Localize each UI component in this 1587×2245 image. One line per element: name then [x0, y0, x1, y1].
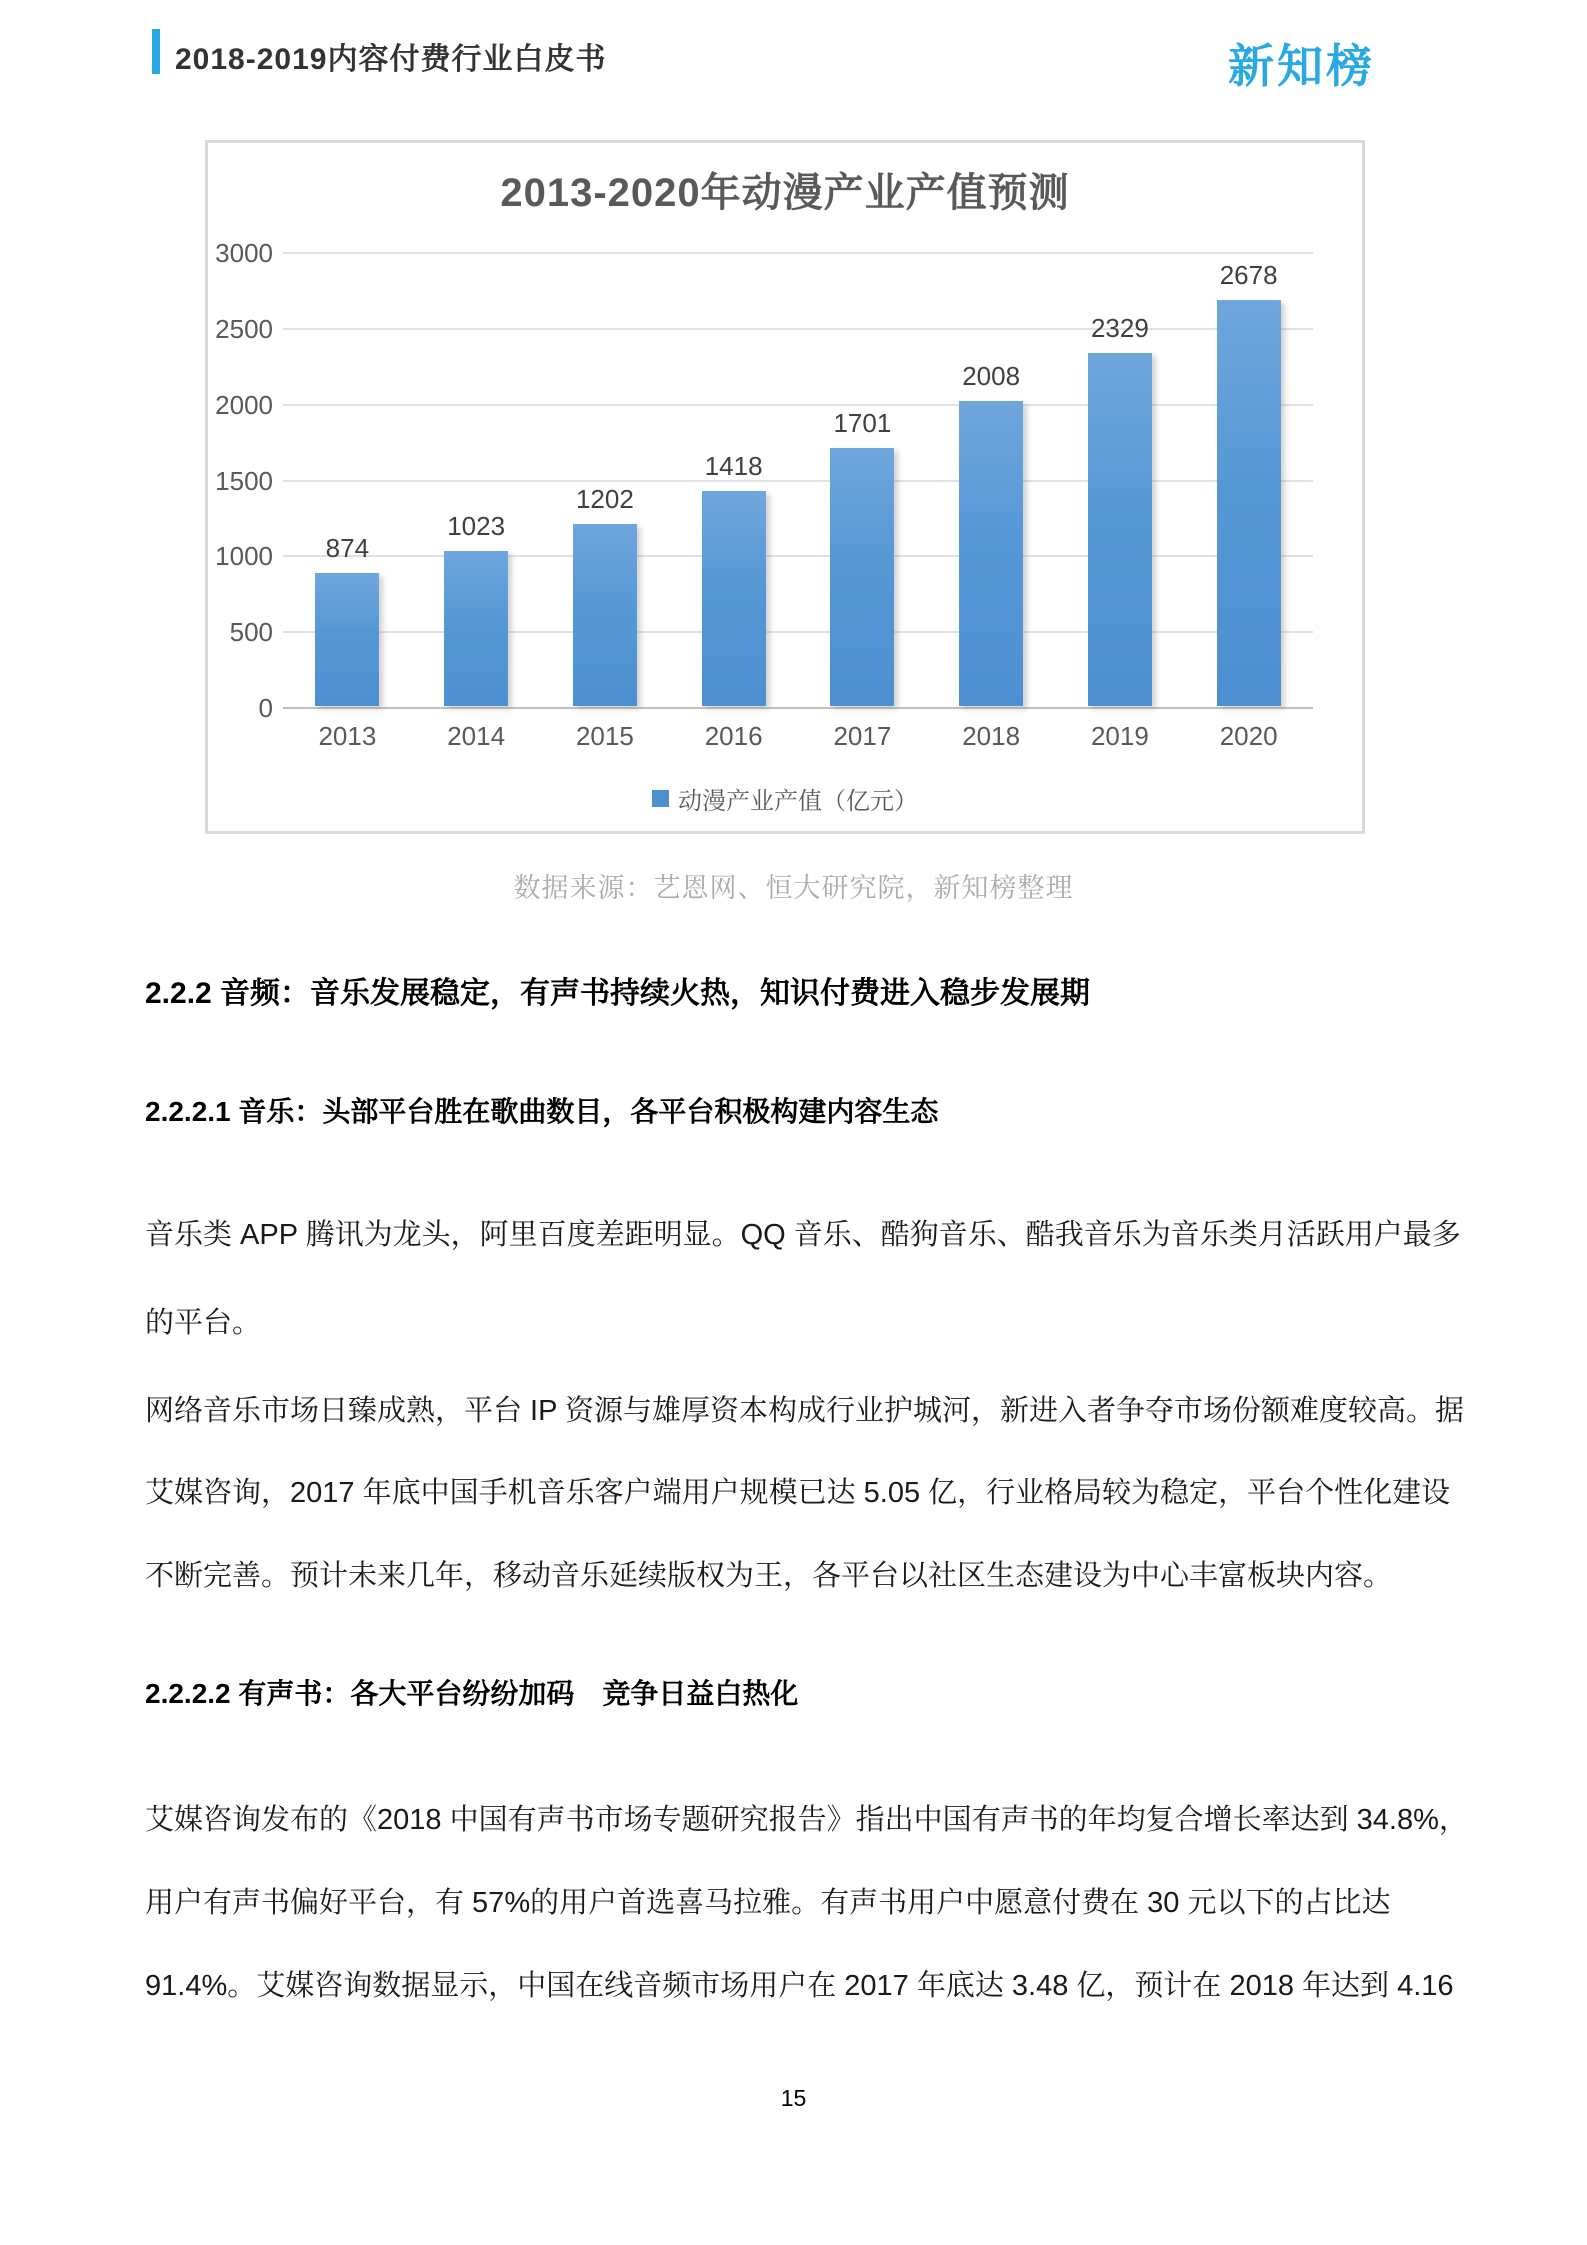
- legend-swatch-icon: [652, 790, 669, 807]
- bar-value-label: 1418: [704, 450, 763, 481]
- x-axis-label: 2020: [1219, 721, 1278, 751]
- bar-value-label: 1023: [447, 510, 506, 541]
- chart-bar: [959, 401, 1023, 706]
- paragraph-line: 艾媒咨询，2017 年底中国手机音乐客户端用户规模已达 5.05 亿，行业格局较为稳定，平台个性化建设: [145, 1477, 1451, 1509]
- section-heading-2221: 2.2.2.1 音乐：头部平台胜在歌曲数目，各平台积极构建内容生态: [145, 1096, 939, 1127]
- chart-bar: [444, 551, 508, 706]
- chart-bar: [1217, 300, 1281, 706]
- paragraph-line: 网络音乐市场日臻成熟，平台 IP 资源与雄厚资本构成行业护城河，新进入者争夺市场份额难度较高。据: [145, 1395, 1464, 1427]
- gridline: [283, 555, 1313, 557]
- gridline: [283, 404, 1313, 406]
- y-axis-label: 500: [229, 617, 273, 648]
- y-axis-label: 2500: [215, 313, 273, 344]
- bar-value-label: 2008: [962, 361, 1021, 392]
- y-axis-label: 3000: [215, 238, 273, 268]
- x-axis-label: 2017: [833, 721, 892, 751]
- legend-label: 动漫产业产值（亿元）: [678, 788, 918, 815]
- gridline: [283, 252, 1313, 254]
- header-accent-bar: [152, 29, 160, 74]
- x-axis-label: 2013: [318, 721, 377, 751]
- chart-title: 2013-2020年动漫产业产值预测: [500, 171, 1070, 215]
- x-axis-label: 2018: [962, 721, 1021, 751]
- chart-bar: [573, 524, 637, 706]
- chart-bar: [702, 491, 766, 706]
- x-axis-label: 2019: [1090, 721, 1149, 751]
- y-axis-label: 0: [258, 693, 273, 723]
- x-axis-label: 2015: [575, 721, 634, 751]
- paragraph-line: 艾媒咨询发布的《2018 中国有声书市场专题研究报告》指出中国有声书的年均复合增长率达到 34.8%，: [145, 1804, 1468, 1836]
- bar-value-label: 1701: [833, 408, 892, 438]
- bar-value-label: 874: [325, 533, 370, 564]
- page-number: 15: [780, 2085, 807, 2111]
- x-axis-label: 2016: [704, 721, 763, 751]
- brand-logo: 新知榜: [1228, 40, 1375, 92]
- data-source-note: 数据来源：艺恩网、恒大研究院，新知榜整理: [513, 873, 1074, 903]
- paragraph-line: 91.4%。艾媒咨询数据显示，中国在线音频市场用户在 2017 年底达 3.48 亿，预计在 2018 年达到 4.16: [145, 1970, 1454, 2002]
- section-heading-222: 2.2.2 音频：音乐发展稳定，有声书持续火热，知识付费进入稳步发展期: [145, 977, 1091, 1010]
- y-axis-label: 1500: [215, 465, 273, 496]
- bar-value-label: 1202: [575, 483, 634, 514]
- section-heading-2222: 2.2.2.2 有声书：各大平台纷纷加码 竞争日益白热化: [145, 1678, 799, 1709]
- y-axis-label: 1000: [215, 541, 273, 572]
- gridline: [283, 707, 1313, 709]
- paragraph-line: 用户有声书偏好平台，有 57%的用户首选喜马拉雅。有声书用户中愿意付费在 30 元以下的占比达: [145, 1887, 1391, 1919]
- chart-legend: [208, 781, 1362, 816]
- x-axis-label: 2014: [447, 721, 506, 751]
- bar-value-label: 2329: [1090, 312, 1149, 343]
- gridline: [283, 631, 1313, 633]
- plot-area: [215, 238, 1313, 751]
- chart-bar: [830, 448, 894, 706]
- document-title: 2018-2019内容付费行业白皮书: [175, 43, 607, 76]
- bar-value-label: 2678: [1219, 259, 1278, 290]
- paragraph-line: 音乐类 APP 腾讯为龙头，阿里百度差距明显。QQ 音乐、酷狗音乐、酷我音乐为音乐类月活跃用户最多: [145, 1219, 1461, 1251]
- bar-chart: [205, 140, 1365, 834]
- y-axis-label: 2000: [215, 389, 273, 420]
- chart-bar: [315, 573, 379, 706]
- paragraph-line: 的平台。: [145, 1307, 262, 1339]
- paragraph-line: 不断完善。预计未来几年，移动音乐延续版权为王，各平台以社区生态建设为中心丰富板块内容。: [145, 1560, 1393, 1592]
- chart-bar: [1088, 353, 1152, 706]
